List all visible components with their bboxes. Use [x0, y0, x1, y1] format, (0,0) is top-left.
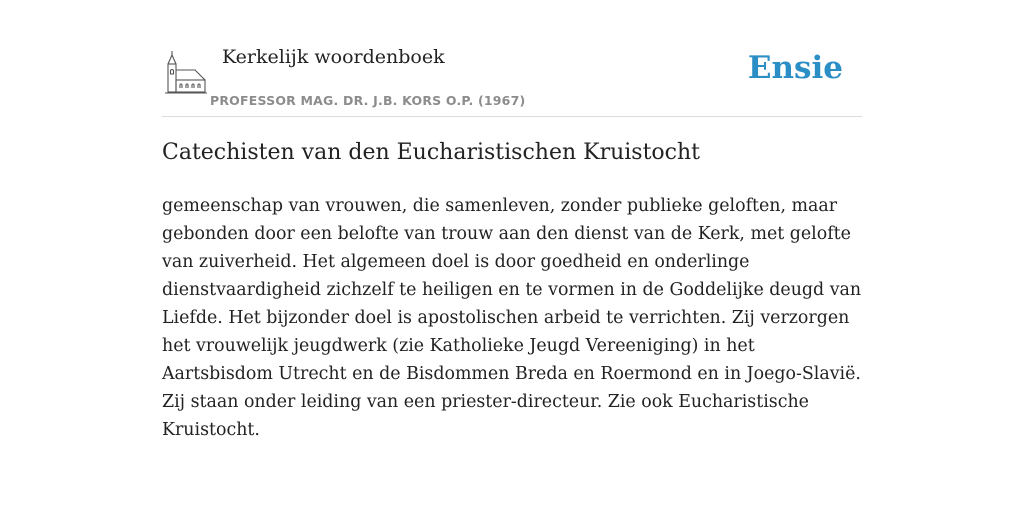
book-author: PROFESSOR MAG. DR. J.B. KORS O.P. (1967) [210, 93, 526, 108]
book-title[interactable]: Kerkelijk woordenboek [222, 46, 445, 68]
church-icon[interactable] [165, 50, 207, 94]
header [162, 40, 862, 117]
entry-body: gemeenschap van vrouwen, die samenleven, zonder publieke geloften, maar gebonden door een belofte van trouw aan den dienst van de Kerk, met gelofte van zuiverheid. Het algemeen doel is door goedheid en onderlinge dienstvaardigheid zichzelf te heiligen en te vormen in de Goddelijke deugd van Liefde. Het bijzonder doel is apostolischen arbeid te verrichten. Zij verzorgen het vrouwelijk jeugdwerk (zie Katholieke Jeugd Vereeniging) in het Aartsbisdom Utrecht en de Bisdommen Breda en Roermond en in Joego-Slavië. Zij staan onder leiding van een priester-directeur. Zie ook Eucharistische Kruistocht. [162, 196, 862, 440]
ensie-logo-link[interactable]: Ensie [747, 50, 843, 86]
entry-title: Catechisten van den Eucharistischen Kruistocht [162, 140, 701, 165]
